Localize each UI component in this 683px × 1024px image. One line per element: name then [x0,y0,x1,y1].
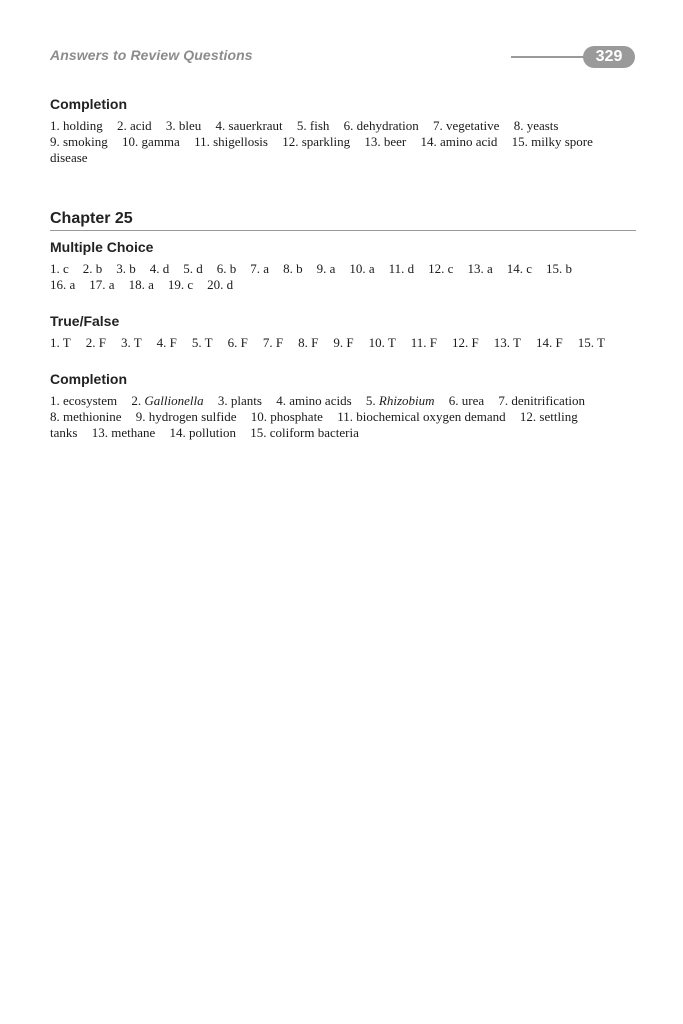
answer-line [50,277,636,293]
answer-item: 15. milky spore [511,134,593,149]
answer-item: 17. a [89,277,115,292]
answer-item: 9. F [333,335,354,350]
answer-line [50,261,636,277]
answer-line [50,425,636,441]
answer-item: 8. methionine [50,409,122,424]
answer-item: 20. d [207,277,234,292]
answer-item: 7. a [250,261,270,276]
answer-item: 10. a [349,261,375,276]
answer-item: 5. T [191,335,213,350]
answer-item: 14. pollution [169,425,236,440]
answer-item: 12. sparkling [282,134,351,149]
answer-list [50,335,636,351]
answer-item [131,393,203,408]
answer-item: 9. hydrogen sulfide [135,409,237,424]
true-false-section [50,313,636,351]
answer-item: 6. dehydration [343,118,419,133]
page-content [50,96,636,441]
answer-line [50,409,636,425]
answer-item: 6. F [227,335,248,350]
answer-item: 11. d [388,261,415,276]
answer-item: 8. F [298,335,319,350]
section-heading-multiple-choice: Multiple Choice [50,239,154,255]
answer-item: 9. smoking [50,134,108,149]
section-heading-completion: Completion [50,96,127,112]
answer-item: 6. b [216,261,237,276]
answer-item: 3. b [116,261,136,276]
answer-item: 16. a [50,277,76,292]
section-heading-completion: Completion [50,371,127,387]
answer-item: 15. T [577,335,605,350]
answer-item: 14. amino acid [420,134,498,149]
answer-item: 11. F [410,335,438,350]
answer-item: 8. yeasts [513,118,559,133]
answer-item: 1. holding [50,118,103,133]
answer-item: 11. biochemical oxygen demand [337,409,506,424]
answer-term-italic: Rhizobium [378,393,435,408]
answer-item: 10. gamma [122,134,180,149]
answer-item: 15. b [546,261,572,276]
answer-item: 10. phosphate [250,409,323,424]
answer-item: 7. denitrification [498,393,586,408]
folio-rule [511,56,591,58]
answer-item: 12. c [428,261,454,276]
answer-item: 14. F [535,335,563,350]
chapter-block [50,210,636,231]
answer-list [50,393,636,441]
answer-item: 8. b [283,261,303,276]
answer-number: 2. [131,393,142,408]
answer-item: 1. ecosystem [50,393,118,408]
page-number-badge: 329 [583,46,635,68]
answer-number: 5. [365,393,376,408]
answer-item: 13. a [467,261,493,276]
answer-item-continuation: disease [50,150,88,165]
answer-line [50,335,636,351]
answer-item: 3. bleu [165,118,202,133]
answer-item: 6. urea [448,393,485,408]
answer-item: 12. F [452,335,479,350]
answer-item: 4. d [149,261,170,276]
answer-item: 3. plants [217,393,262,408]
answer-item: 2. acid [116,118,152,133]
answer-item: 1. T [50,335,71,350]
answer-item [366,393,435,408]
completion-section-previous [50,96,636,166]
answer-line [50,393,636,409]
answer-line [50,134,636,150]
answer-item: 13. beer [364,134,407,149]
answer-item: 2. b [82,261,103,276]
answer-item: 5. fish [296,118,330,133]
answer-item: 2. F [85,335,106,350]
multiple-choice-section [50,239,636,293]
answer-item: 19. c [167,277,194,292]
answer-item-continuation: tanks [50,425,78,440]
running-head: Answers to Review Questions [50,47,253,63]
answer-item: 4. F [156,335,177,350]
answer-item: 12. settling [519,409,578,424]
answer-item: 13. methane [91,425,156,440]
section-heading-true-false: True/False [50,313,120,329]
answer-list [50,261,636,293]
answer-term-italic: Gallionella [144,393,204,408]
answer-item: 4. sauerkraut [215,118,283,133]
answer-item: 14. c [506,261,532,276]
answer-list [50,118,636,166]
answer-item: 7. F [262,335,284,350]
answer-item: 10. T [368,335,396,350]
answer-line [50,150,636,166]
answer-item: 18. a [128,277,154,292]
answer-item: 9. a [316,261,336,276]
answer-item: 7. vegetative [433,118,500,133]
answer-line [50,118,636,134]
answer-item: 15. coliform bacteria [250,425,359,440]
answer-item: 4. amino acids [276,393,352,408]
answer-item: 13. T [493,335,521,350]
completion-section [50,371,636,441]
chapter-heading: Chapter 25 [50,210,636,231]
answer-item: 1. c [50,261,69,276]
answer-item: 5. d [183,261,203,276]
answer-item: 3. T [120,335,142,350]
answer-item: 11. shigellosis [194,134,268,149]
